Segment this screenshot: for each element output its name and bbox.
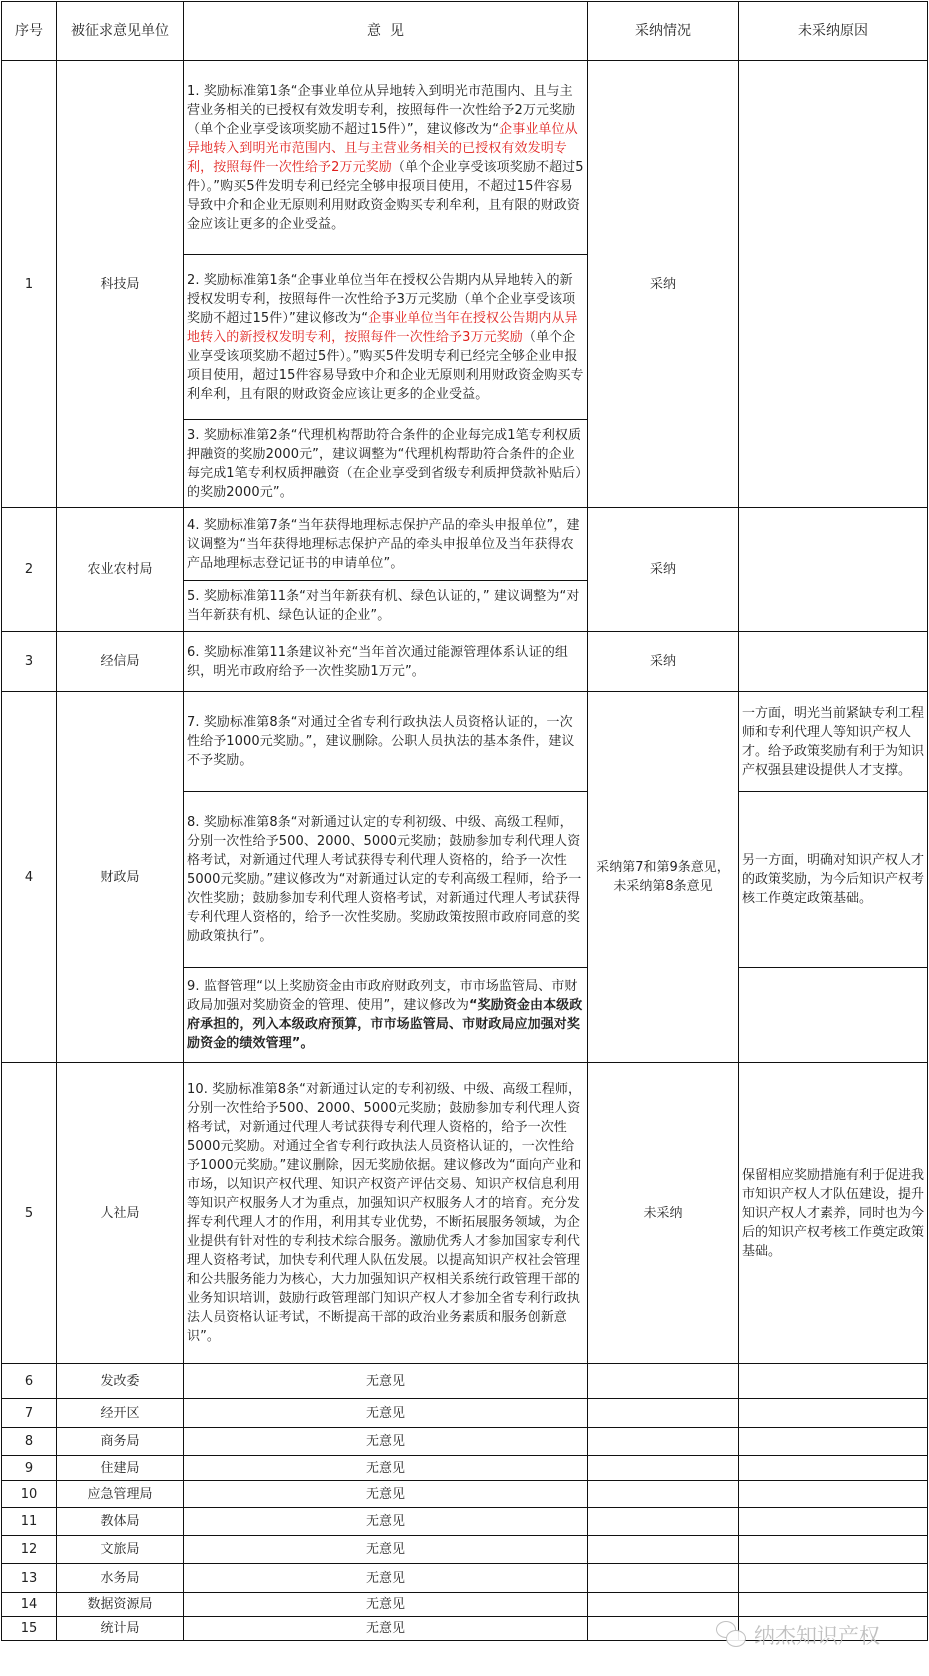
- opinion-cell: 7. 奖励标准第8条“对通过全省专利行政执法人员资格认证的，一次性给予1000元奖励。”，建议删除。公职人员执法的基本条件，建议不予奖励。: [184, 692, 588, 792]
- row-unit: 文旅局: [57, 1536, 184, 1564]
- wechat-icon: [716, 1621, 748, 1649]
- row-unit: 教体局: [57, 1508, 184, 1536]
- opinion-cell: 无意见: [184, 1564, 588, 1593]
- table-row: [2, 1399, 928, 1428]
- row-reason: [739, 508, 928, 632]
- watermark: [716, 1620, 880, 1650]
- opinion-emphasis: “奖励资金由本级政府承担的，列入本级政府预算，市市场监管局、市财政局应加强对奖励资金的绩效管理”。: [187, 998, 583, 1051]
- row-index: 6: [2, 1364, 57, 1399]
- row-adoption: [588, 1456, 739, 1481]
- table-row: [2, 1593, 928, 1617]
- row-unit: 水务局: [57, 1564, 184, 1593]
- row-reason: [739, 632, 928, 692]
- header-reason: 未采纳原因: [739, 2, 928, 61]
- row-index: 3: [2, 632, 57, 692]
- opinion-cell: 5. 奖励标准第11条“对当年新获有机、绿色认证的，” 建议调整为“对当年新获有机、绿色认证的企业”。: [184, 581, 588, 632]
- table-row: [2, 1456, 928, 1481]
- opinion-cell: 无意见: [184, 1508, 588, 1536]
- row-adoption: [588, 1508, 739, 1536]
- opinion-highlight: 企事业单位当年在授权公告期内从异地转入的新授权发明专利，按照每件一次性给予3万元奖励: [187, 310, 578, 345]
- row-reason: [739, 1593, 928, 1617]
- row-reason: [739, 1364, 928, 1399]
- row-reason: [739, 61, 928, 508]
- row-index: 1: [2, 61, 57, 508]
- opinion-cell: 无意见: [184, 1364, 588, 1399]
- row-adoption: 采纳第7和第9条意见，未采纳第8条意见: [588, 692, 739, 1063]
- opinion-cell: 无意见: [184, 1456, 588, 1481]
- row-adoption: 采纳: [588, 632, 739, 692]
- opinion-cell: [184, 61, 588, 255]
- opinion-text: 2. 奖励标准第1条“企事业单位当年在授权公告期内从异地转入的新授权发明专利，按照每件一次性给予3万元奖励（单个企业享受该项奖励不超过15件）”建议修改为“: [187, 272, 576, 326]
- table-row: [2, 1564, 928, 1593]
- row-unit: 人社局: [57, 1063, 184, 1364]
- opinion-cell: 10. 奖励标准第8条“对新通过认定的专利初级、中级、高级工程师，分别一次性给予500、2000、5000元奖励；鼓励参加专利代理人资格考试，对新通过代理人考试获得专利代理人资格的，给予一次性5000元奖励。对通过全省专利行政执法人员资格认证的，一次性给予1000元奖励。”建议删除，因无奖励依据。建议修改为“面向产业和市场，以知识产权代理、知识产权资产评估交易、知识产权信息利用等知识产权服务人才为重点，加强知识产权服务人才的培育。充分发挥专利代理人才的作用，利用其专业优势，不断拓展服务领域，为企业提供有针对性的专利技术综合服务。激励优秀人才参加国家专利代理人资格考试，加快专利代理人队伍发展。以提高知识产权社会管理和公共服务能力为核心，大力加强知识产权相关系统行政管理干部的业务知识培训，鼓励行政管理部门知识产权人才参加全省专利行政执法人员资格认证考试，不断提高干部的政治业务素质和服务创新意识”。: [184, 1063, 588, 1364]
- opinion-cell: 8. 奖励标准第8条“对新通过认定的专利初级、中级、高级工程师，分别一次性给予500、2000、5000元奖励；鼓励参加专利代理人资格考试，对新通过代理人考试获得专利代理人资格的，给予一次性5000元奖励。”建议修改为“对新通过认定的专利高级工程师，给予一次性奖励；鼓励参加专利代理人资格考试，对新通过代理人考试获得专利代理人资格的，给予一次性奖励。奖励政策按照市政府同意的奖励政策执行”。: [184, 792, 588, 968]
- row-index: 7: [2, 1399, 57, 1428]
- opinion-cell: 无意见: [184, 1399, 588, 1428]
- row-reason: [739, 1536, 928, 1564]
- watermark-text: 纳杰知识产权: [754, 1624, 880, 1648]
- opinion-cell: 无意见: [184, 1428, 588, 1456]
- row-index: 4: [2, 692, 57, 1063]
- row-index: 11: [2, 1508, 57, 1536]
- row-index: 9: [2, 1456, 57, 1481]
- row-unit: 数据资源局: [57, 1593, 184, 1617]
- header-adoption: 采纳情况: [588, 2, 739, 61]
- row-reason: [739, 1428, 928, 1456]
- row-adoption: 采纳: [588, 61, 739, 508]
- opinion-cell: 4. 奖励标准第7条“当年获得地理标志保护产品的牵头申报单位”，建议调整为“当年获得地理标志保护产品的牵头申报单位及当年获得农产品地理标志登记证书的申请单位”。: [184, 508, 588, 581]
- row-reason: [739, 1456, 928, 1481]
- row-reason: 另一方面，明确对知识产权人才的政策奖励，为今后知识产权考核工作奠定政策基础。: [739, 792, 928, 968]
- row-adoption: [588, 1399, 739, 1428]
- row-unit: 商务局: [57, 1428, 184, 1456]
- opinion-cell: 无意见: [184, 1536, 588, 1564]
- row-adoption: [588, 1593, 739, 1617]
- row-unit: 经信局: [57, 632, 184, 692]
- opinion-highlight: 企事业单位从异地转入到明光市范围内、且与主营业务相关的已授权有效发明专利，按照每件一次性给予2万元奖励: [187, 121, 578, 175]
- header-index: 序号: [2, 2, 57, 61]
- opinion-cell: 6. 奖励标准第11条建议补充“当年首次通过能源管理体系认证的组织，明光市政府给予一次性奖励1万元”。: [184, 632, 588, 692]
- opinion-cell: [184, 255, 588, 420]
- table-row: [2, 1428, 928, 1456]
- row-unit: 统计局: [57, 1617, 184, 1641]
- opinion-text: 1. 奖励标准第1条“企事业单位从异地转入到明光市范围内、且与主营业务相关的已授权有效发明专利，按照每件一次性给予2万元奖励（单个企业享受该项奖励不超过15件）”，建议修改为“: [187, 83, 576, 137]
- row-unit: 科技局: [57, 61, 184, 508]
- table-row: [2, 1364, 928, 1399]
- row-adoption: 采纳: [588, 508, 739, 632]
- row-adoption: [588, 1364, 739, 1399]
- row-index: 12: [2, 1536, 57, 1564]
- row-reason: 一方面，明光当前紧缺专利工程师和专利代理人等知识产权人才。给予政策奖励有利于为知识产权强县建设提供人才支撑。: [739, 692, 928, 792]
- row-reason: [739, 1481, 928, 1508]
- row-index: 2: [2, 508, 57, 632]
- header-unit: 被征求意见单位: [57, 2, 184, 61]
- opinion-table: [1, 1, 928, 1641]
- row-adoption: [588, 1536, 739, 1564]
- table-row: [2, 1063, 928, 1364]
- row-unit: 住建局: [57, 1456, 184, 1481]
- row-adoption: [588, 1564, 739, 1593]
- row-reason: 保留相应奖励措施有利于促进我市知识产权人才队伍建设，提升知识产权人才素养，同时也为今后的知识产权考核工作奠定政策基础。: [739, 1063, 928, 1364]
- row-reason: [739, 968, 928, 1063]
- opinion-cell: [184, 968, 588, 1063]
- table-row: [2, 1508, 928, 1536]
- row-index: 8: [2, 1428, 57, 1456]
- row-index: 15: [2, 1617, 57, 1641]
- row-adoption: 未采纳: [588, 1063, 739, 1364]
- header-opinion: 意 见: [184, 2, 588, 61]
- row-index: 13: [2, 1564, 57, 1593]
- row-index: 14: [2, 1593, 57, 1617]
- table-row: [2, 508, 928, 581]
- row-reason: [739, 1399, 928, 1428]
- row-reason: [739, 1564, 928, 1593]
- table-row: [2, 1481, 928, 1508]
- row-adoption: [588, 1428, 739, 1456]
- row-unit: 发改委: [57, 1364, 184, 1399]
- opinion-text: 9. 监督管理“以上奖励资金由市政府财政列支，市市场监管局、市财政局加强对奖励资金的管理、使用”，建议修改为: [187, 979, 578, 1013]
- opinion-cell: 无意见: [184, 1481, 588, 1508]
- table-row: [2, 61, 928, 255]
- opinion-cell: 无意见: [184, 1593, 588, 1617]
- row-unit: 财政局: [57, 692, 184, 1063]
- row-unit: 应急管理局: [57, 1481, 184, 1508]
- row-index: 10: [2, 1481, 57, 1508]
- table-row: [2, 632, 928, 692]
- table-row: [2, 1536, 928, 1564]
- header-row: [2, 2, 928, 61]
- opinion-cell: 3. 奖励标准第2条“代理机构帮助符合条件的企业每完成1笔专利权质押融资的奖励2000元”，建议调整为“代理机构帮助符合条件的企业每完成1笔专利权质押融资（在企业享受到省级专利质押贷款补贴后）的奖励2000元”。: [184, 420, 588, 508]
- opinion-cell: 无意见: [184, 1617, 588, 1641]
- row-adoption: [588, 1481, 739, 1508]
- row-reason: [739, 1508, 928, 1536]
- opinion-text: （单个企业享受该项奖励不超过5件）。”购买5件发明专利已经完全够申报项目使用，不超过15件容易导致中介和企业无原则利用财政资金购买专利牟利，且有限的财政资金应该让更多的企业受益。: [187, 159, 584, 232]
- row-unit: 农业农村局: [57, 508, 184, 632]
- table-row: [2, 692, 928, 792]
- opinion-text: （单个企业享受该项奖励不超过5件）。”购买5件发明专利已经完全够企业申报项目使用，超过15件容易导致中介和企业无原则利用财政资金购买专利牟利，且有限的财政资金应该让更多的企业受益。: [187, 329, 584, 402]
- row-index: 5: [2, 1063, 57, 1364]
- row-unit: 经开区: [57, 1399, 184, 1428]
